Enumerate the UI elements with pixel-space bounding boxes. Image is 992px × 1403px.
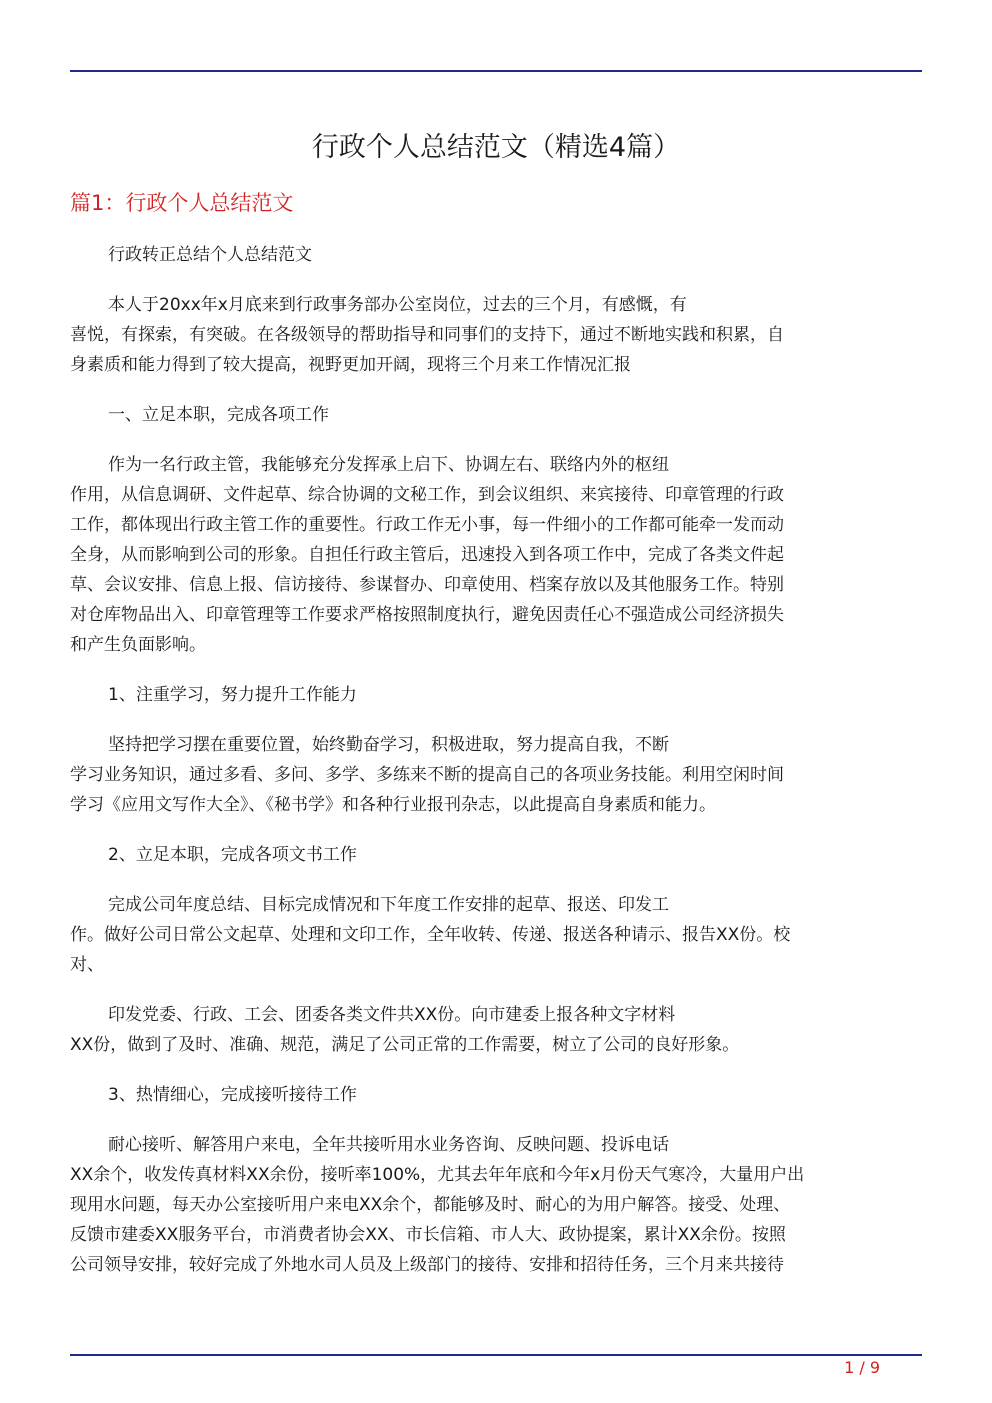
paragraph: [70, 840, 922, 870]
text-line: XX余个，收发传真材料XX余份，接听率100%，尤其去年年底和今年x月份天气寒冷，大量用户出: [70, 1165, 805, 1185]
section-heading: 篇1：行政个人总结范文: [70, 191, 294, 215]
text-line: 耐心接听、解答用户来电，全年共接听用水业务咨询、反映问题、投诉电话: [108, 1135, 669, 1155]
text-line: 学习业务知识，通过多看、多问、多学、多练来不断的提高自己的各项业务技能。利用空闲时间: [70, 765, 784, 785]
text-line: 草、会议安排、信息上报、信访接待、参谋督办、印章使用、档案存放以及其他服务工作。特别: [70, 575, 784, 595]
text-line: 反馈市建委XX服务平台，市消费者协会XX、市长信箱、市人大、政协提案，累计XX余份。按照: [70, 1225, 786, 1245]
text-line: 完成公司年度总结、目标完成情况和下年度工作安排的起草、报送、印发工: [108, 895, 669, 915]
text-line: 工作，都体现出行政主管工作的重要性。行政工作无小事，每一件细小的工作都可能牵一发而动: [70, 515, 784, 535]
text-line: 学习《应用文写作大全》、《秘书学》和各种行业报刊杂志，以此提高自身素质和能力。: [70, 795, 716, 815]
text-line: 作为一名行政主管，我能够充分发挥承上启下、协调左右、联络内外的枢纽: [108, 455, 669, 475]
text-line: 本人于20xx年x月底来到行政事务部办公室岗位，过去的三个月，有感慨，有: [108, 295, 687, 315]
text-line: 对仓库物品出入、印章管理等工作要求严格按照制度执行，避免因责任心不强造成公司经济损失: [70, 605, 784, 625]
paragraph: [70, 1080, 922, 1110]
document-title: 行政个人总结范文（精选4篇）: [311, 132, 681, 163]
document-body: [70, 240, 922, 1300]
paragraph: [70, 400, 922, 430]
footer-rule: [70, 1354, 922, 1356]
header-rule: [70, 70, 922, 72]
text-line: 作。做好公司日常公文起草、处理和文印工作，全年收转、传递、报送各种请示、报告XX份。校: [70, 925, 791, 945]
text-line: 2、立足本职，完成各项文书工作: [108, 845, 357, 865]
text-line: 作用，从信息调研、文件起草、综合协调的文秘工作，到会议组织、来宾接待、印章管理的行政: [70, 485, 784, 505]
paragraph: [70, 1000, 922, 1060]
text-line: 坚持把学习摆在重要位置，始终勤奋学习，积极进取，努力提高自我，不断: [108, 735, 669, 755]
paragraph: [70, 450, 922, 660]
text-line: 现用水问题，每天办公室接听用户来电XX余个，都能够及时、耐心的为用户解答。接受、处理、: [70, 1195, 791, 1215]
paragraph: [70, 290, 922, 380]
text-line: 行政转正总结个人总结范文: [108, 245, 312, 265]
text-line: 和产生负面影响。: [70, 635, 206, 655]
text-line: 印发党委、行政、工会、团委各类文件共XX份。向市建委上报各种文字材料: [108, 1005, 676, 1025]
text-line: 身素质和能力得到了较大提高，视野更加开阔，现将三个月来工作情况汇报: [70, 355, 631, 375]
text-line: XX份，做到了及时、准确、规范，满足了公司正常的工作需要，树立了公司的良好形象。: [70, 1035, 740, 1055]
paragraph: [70, 890, 922, 980]
text-line: 对、: [70, 955, 104, 975]
text-line: 1、注重学习，努力提升工作能力: [108, 685, 357, 705]
text-line: 公司领导安排，较好完成了外地水司人员及上级部门的接待、安排和招待任务，三个月来共接待: [70, 1255, 784, 1275]
text-line: 喜悦，有探索，有突破。在各级领导的帮助指导和同事们的支持下，通过不断地实践和积累，自: [70, 325, 784, 345]
text-line: 全身，从而影响到公司的形象。自担任行政主管后，迅速投入到各项工作中，完成了各类文件起: [70, 545, 784, 565]
paragraph: [70, 240, 922, 270]
text-line: 一、立足本职，完成各项工作: [108, 405, 329, 425]
paragraph: [70, 1130, 922, 1280]
page-number: 1 / 9: [844, 1358, 880, 1377]
paragraph: [70, 680, 922, 710]
text-line: 3、热情细心，完成接听接待工作: [108, 1085, 357, 1105]
paragraph: [70, 730, 922, 820]
